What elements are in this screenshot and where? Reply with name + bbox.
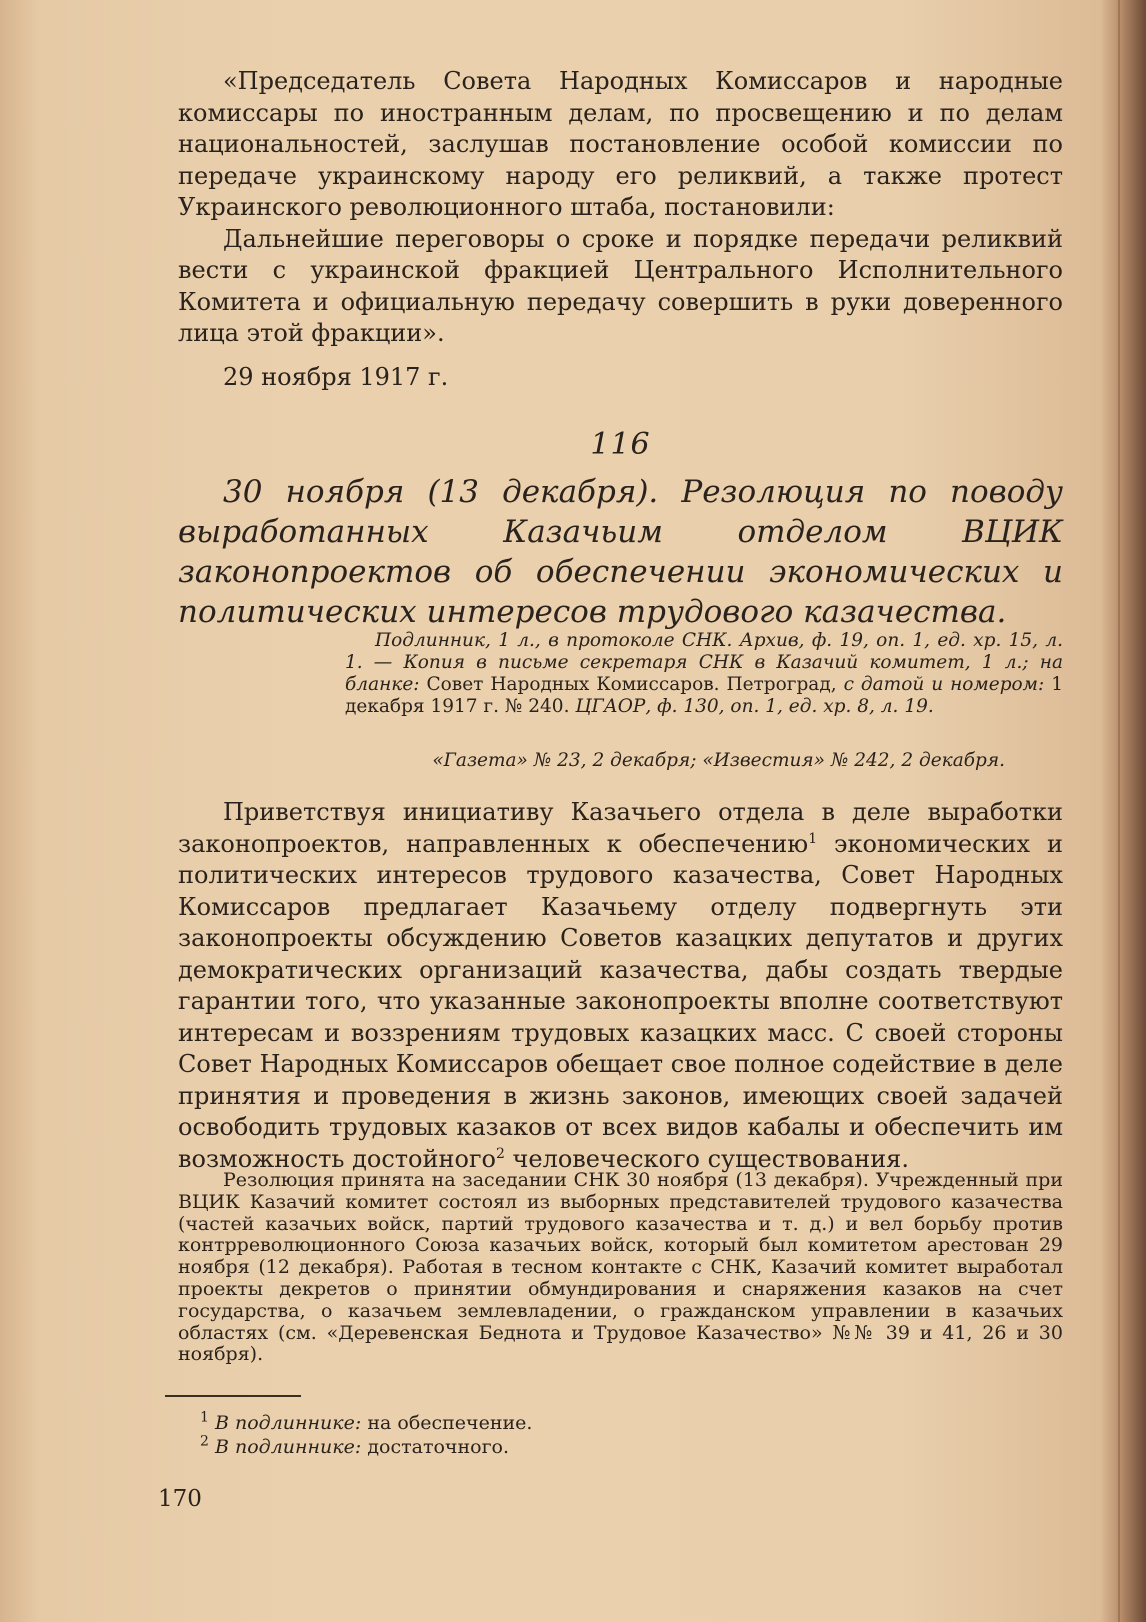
source-part-3: с датой и номером: (836, 674, 1052, 695)
body-part-a: Приветствуя инициативу Казачьего отдела в деле выработки законопроектов, направленных к обеспечению (178, 798, 1063, 858)
body-part-c: человеческого существования. (504, 1144, 909, 1173)
editorial-note: Резолюция принята на заседании СНК 30 ноября (13 декабря). Учрежденный при ВЦИК Казачий комитет состоял из выборных представителей трудового казачества (частей казачьих войск, партий трудового казачества и т. д.) и вел борьбу против контрреволюционного Союза казачьих войск, который был комитетом арестован 29 ноября (12 декабря). Работая в тесном контакте с СНК, Казачий комитет выработал проекты декретов о принятии обмундирования и снаряжения казаков на счет государства, о казачьем землевладении, о гражданском управлении в казачьих областях (см. «Деревенская Беднота и Трудовое Казачество» №№ 39 и 41, 26 и 30 ноября). (178, 1169, 1063, 1366)
footnote-ref-2: 2 (495, 1145, 505, 1162)
page-number: 170 (158, 1486, 202, 1512)
document-title: 30 ноября (13 декабря). Резолюция по поводу выработанных Казачьим отделом ВЦИК законопроектов об обеспечении экономических и политических интересов трудового казачества. (178, 474, 1063, 630)
footnote-divider (165, 1395, 301, 1397)
top-quote (178, 66, 1063, 393)
footnote-1-label: В подлиннике: (214, 1412, 362, 1434)
document-number: 116 (590, 427, 651, 462)
footnote-1-mark: 1 (200, 1409, 209, 1426)
source-reference (345, 630, 1063, 718)
footnote-2 (200, 1433, 800, 1458)
source-part-1: Подлинник, 1 л., в протоколе СНК. Архив, ф. 19, оп. 1, ед. хр. 15, л. 1. — Копия в письме секретаря СНК в Казачий комитет, 1 л.; на бланке: (345, 630, 1063, 695)
body-part-b: экономических и политических интересов трудового казачества, Совет Народных Комиссаров предлагает Казачьему отделу подвергнуть эти законопроекты обсуждению Советов казацких депутатов и других демократических организаций казачества, дабы создать твердые гарантии того, что указанные законопроекты вполне соответствуют интересам и воззрениям трудовых казацких масс. С своей стороны Совет Народных Комиссаров обещает свое полное содействие в деле принятия и проведения в жизнь законов, имеющих своей задачей освободить трудовых казаков от всех видов кабалы и обеспечить им возможность достойного (178, 829, 1064, 1173)
footnote-1 (200, 1409, 800, 1434)
quote-date: 29 ноября 1917 г. (223, 362, 449, 391)
quote-paragraph-1: «Председатель Совета Народных Комиссаров и народные комиссары по иностранным делам, по просвещению и по делам национальностей, заслушав постановление особой комиссии по передаче украинскому народу его реликвий, а также протест Украинского революционного штаба, постановили: (178, 67, 1063, 221)
resolution-body (178, 797, 1063, 1175)
source-part-2: Совет Народных Комиссаров. Петроград, (426, 674, 837, 695)
footnote-2-text: достаточного. (367, 1436, 510, 1458)
footnote-2-label: В подлиннике: (214, 1436, 362, 1458)
footnote-ref-1: 1 (808, 830, 818, 847)
page-edge (1118, 0, 1120, 1622)
source-part-4: 1 декабря 1917 г. № 240. (345, 674, 1063, 717)
resolution-paragraph (178, 797, 1063, 1175)
footnote-2-mark: 2 (200, 1433, 209, 1450)
source-part-5: ЦГАОР, ф. 130, оп. 1, ед. хр. 8, л. 19. (569, 696, 934, 717)
footnote-1-text: на обеспечение. (367, 1412, 533, 1434)
quote-paragraph-2: Дальнейшие переговоры о сроке и порядке передачи реликвий вести с украинской фракцией Центрального Исполнительного Комитета и официальную передачу совершить в руки доверенного лица этой фракции». (178, 224, 1063, 347)
source-publications: «Газета» № 23, 2 декабря; «Известия» № 242, 2 декабря. (432, 750, 1005, 771)
